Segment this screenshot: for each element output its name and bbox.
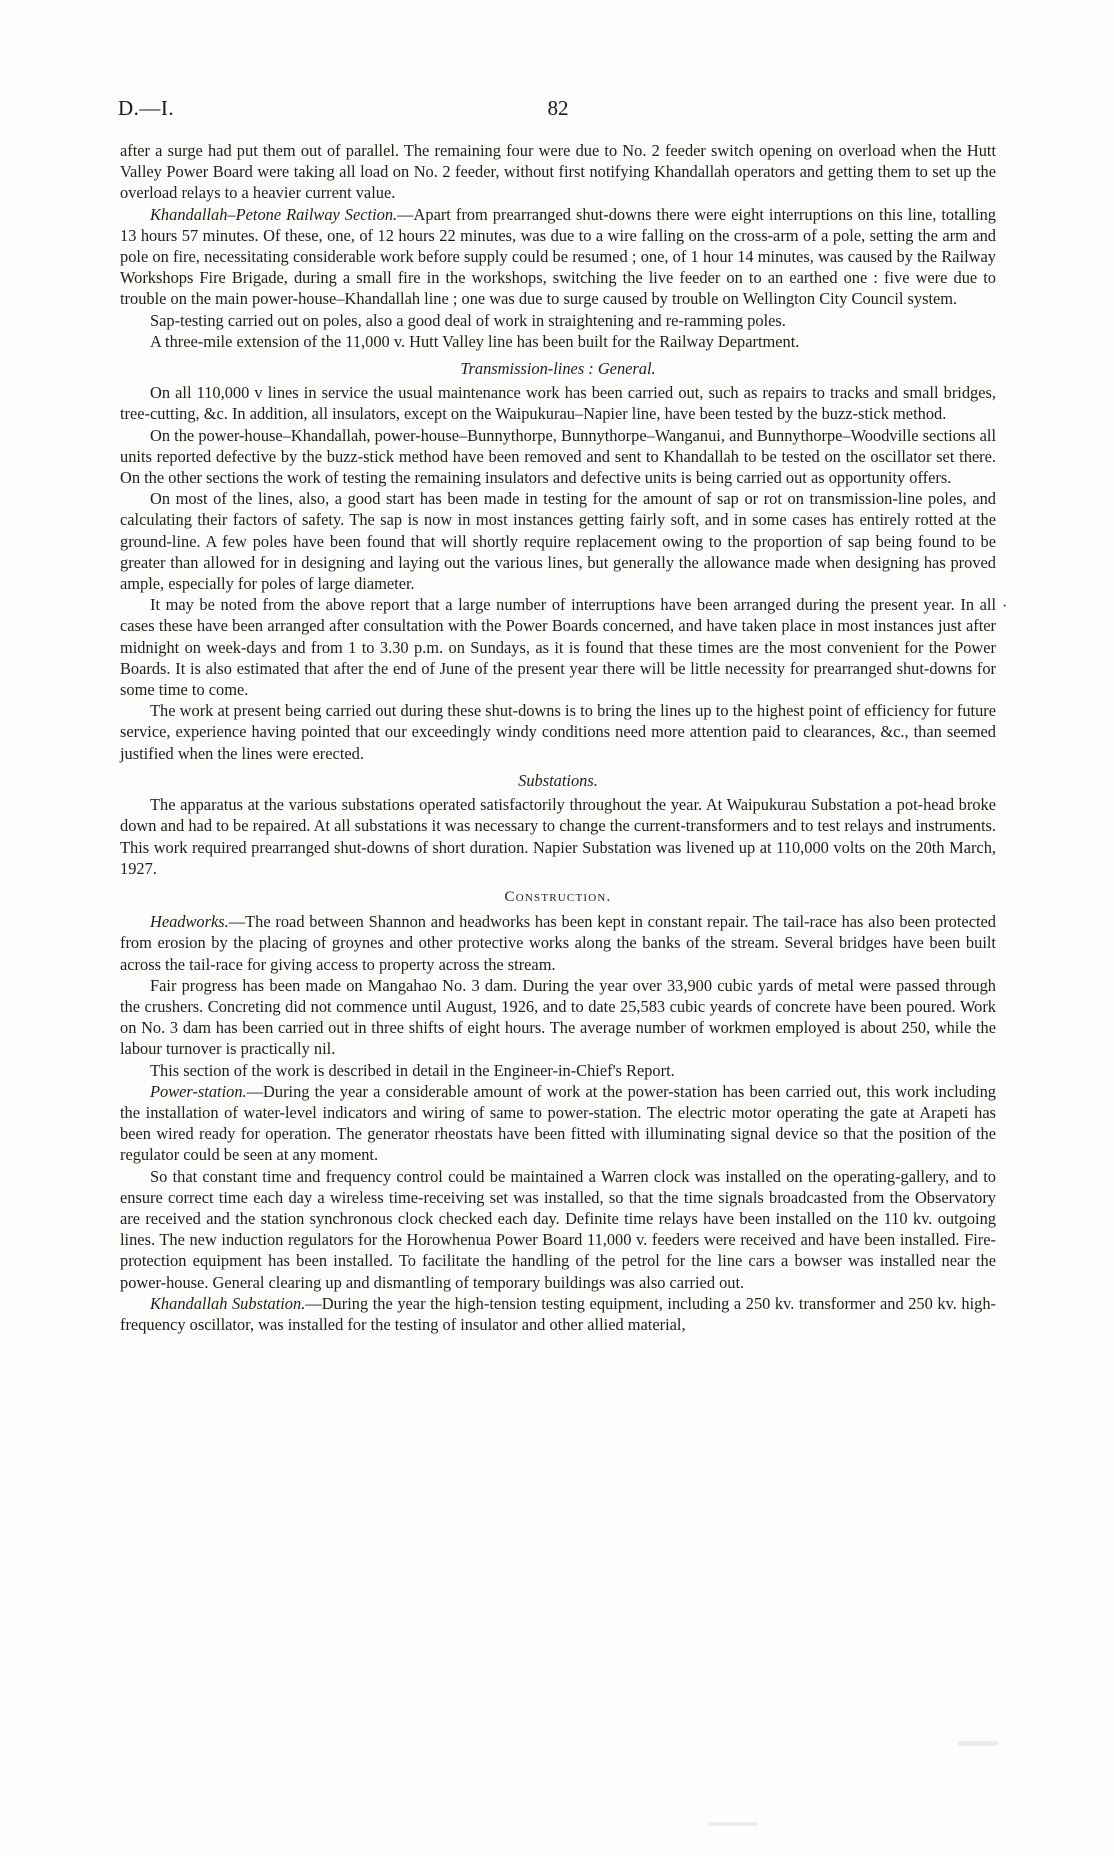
- paragraph-text: —During the year the high-tension testing equipment, including a 250 kv. transformer and 250 kv. high-frequency oscillator, was installed for the testing of insulator and other allied material,: [120, 1293, 996, 1334]
- run-in-heading: Khandallah Substation.: [150, 1293, 306, 1313]
- run-in-heading: Headworks.: [150, 912, 229, 932]
- margin-mark: ·: [1002, 598, 1008, 615]
- paragraph-text: Fair progress has been made on Mangahao No. 3 dam. During the year over 33,900 cubic yards of metal were passed through the crushers. Concreting did not commence until August, 1926, and to date 25,583 cubic yeards of concrete have been poured. Work on No. 3 dam has been carried out in three shifts of eight hours. The average number of workmen employed is about 250, while the labour turnover is practically nil.: [120, 975, 996, 1059]
- paragraph-text: A three-mile extension of the 11,000 v. Hutt Valley line has been built for the Railway Department.: [150, 331, 800, 351]
- heading-transmission-lines: Transmission-lines : General.: [460, 359, 656, 379]
- paragraph-text: Sap-testing carried out on poles, also a good deal of work in straightening and re-ramming poles.: [150, 310, 786, 330]
- paragraph-section-described: [120, 1060, 996, 1081]
- heading-construction: Construction.: [504, 888, 612, 905]
- paragraph-text: —Apart from prearranged shut-downs there were eight interruptions on this line, totalling 13 hours 57 minutes. Of these, one, of 12 hours 22 minutes, was due to a wire falling on the cross-arm of a pole, setting the arm and pole on fire, necessitating considerable work before supply could be resumed ; one, of 1 hour 14 minutes, was caused by the Railway Workshops Fire Brigade, during a small fire in the workshops, switching the live feeder on to an earthed one : five were due to trouble on the main power-house–Khandallah line ; one was due to surge caused by trouble on Wellington City Council system.: [120, 204, 996, 309]
- paragraph-surge: [120, 140, 996, 204]
- run-in-heading: Khandallah–Petone Railway Section.: [150, 204, 398, 224]
- page-smudge: [958, 1741, 998, 1746]
- paragraph-text: after a surge had put them out of parallel. The remaining four were due to No. 2 feeder switch opening on overload when the Hutt Valley Power Board were taking all load on No. 2 feeder, without first notifying Khandallah operators and getting them to set up the overload relays to a heavier current value.: [120, 141, 996, 203]
- page-header: [118, 96, 998, 126]
- paragraph-text: This section of the work is described in detail in the Engineer-in-Chief's Report.: [150, 1060, 675, 1080]
- paragraph-apparatus-substations: [120, 794, 996, 879]
- paragraph-power-house-sections: [120, 425, 996, 489]
- paragraph-text: So that constant time and frequency control could be maintained a Warren clock was installed on the operating-gallery, and to ensure correct time each day a wireless time-receiving set was installed, so that the time signals broadcasted from the Observatory are received and the station synchronous clock checked each day. Definite time relays have been installed on the 110 kv. outgoing lines. The new induction regulators for the Horowhenua Power Board 11,000 v. feeders were received and have been installed. Fire-protection equipment has been installed. To facilitate the handling of the petrol for the line cars a bowser was installed near the power-house. General clearing up and dismantling of temporary buildings was also carried out.: [120, 1166, 996, 1292]
- heading-substations: Substations.: [518, 770, 598, 790]
- body-text-column: [120, 140, 996, 1335]
- paragraph-sap-rot-testing: [120, 488, 996, 594]
- paragraph-sap-testing: [120, 310, 996, 331]
- paragraph-text: On all 110,000 v lines in service the usual maintenance work has been carried out, such as repairs to tracks and small bridges, tree-cutting, &c. In addition, all insulators, except on the Waipukurau–Napier line, have been tested by the buzz-stick method.: [120, 383, 996, 424]
- paragraph-power-station: [120, 1081, 996, 1166]
- running-head: D.—I.: [118, 96, 175, 120]
- paragraph-text: The apparatus at the various substations operated satisfactorily throughout the year. At Waipukurau Substation a pot-head broke down and had to be repaired. At all substations it was necessary to change the current-transformers and to test relays and instruments. This work required prearranged shut-downs of short duration. Napier Substation was livened up at 110,000 volts on the 20th March, 1927.: [120, 795, 996, 878]
- page-smudge: [708, 1822, 758, 1826]
- paragraph-mangahao-dam: [120, 975, 996, 1060]
- paragraph-text: It may be noted from the above report that a large number of interruptions have been arranged during the present year. In all cases these have been arranged after consultation with the Power Boards concerned, and have taken place in most instances just after midnight on week-days and from 1 to 3.30 p.m. on Sundays, as it is found that these times are the most convenient for the Power Boards. It is also estimated that after the end of June of the present year there will be little necessity for prearranged shut-downs for some time to come.: [120, 595, 996, 700]
- paragraph-three-mile-extension: [120, 331, 996, 352]
- paragraph-interruptions-arranged: [120, 594, 996, 700]
- paragraph-text: The work at present being carried out during these shut-downs is to bring the lines up to the highest point of efficiency for future service, experience having pointed that our exceedingly windy conditions need more attention paid to clearances, &c., than seemed justified when the lines were erected.: [120, 701, 996, 763]
- paragraph-text: On the power-house–Khandallah, power-house–Bunnythorpe, Bunnythorpe–Wanganui, and Bunnythorpe–Woodville sections all units reported defective by the buzz-stick method have been removed and sent to Khandallah to be tested on the oscillator set there. On the other sections the work of testing the remaining insulators and defective units is being carried out as opportunity offers.: [120, 425, 996, 488]
- paragraph-text: —The road between Shannon and headworks has been kept in constant repair. The tail-race has also been protected from erosion by the placing of groynes and other protective works along the banks of the stream. Several bridges have been built across the tail-race for giving access to property across the stream.: [120, 912, 996, 974]
- paragraph-warren-clock: [120, 1166, 996, 1293]
- paragraph-khandallah-substation: [120, 1293, 996, 1335]
- paragraph-text: —During the year a considerable amount of work at the power-station has been carried out, this work including the installation of water-level indicators and wiring of same to power-station. The electric motor operating the gate at Arapeti has been wired ready for operation. The generator rheostats have been fitted with illuminating signal device so that the position of the regulator could be seen at any moment.: [120, 1081, 996, 1165]
- paragraph-shutdown-work: [120, 700, 996, 764]
- paragraph-headworks: [120, 911, 996, 975]
- page-smudge: [300, 1020, 360, 1026]
- paragraph-khandallah-petone: [120, 204, 996, 310]
- run-in-heading: Power-station.: [150, 1081, 247, 1101]
- page-number: 82: [547, 96, 569, 120]
- paragraph-110000v-lines: [120, 382, 996, 424]
- paragraph-text: On most of the lines, also, a good start has been made in testing for the amount of sap or rot on transmission-line poles, and calculating their factors of safety. The sap is now in most instances getting fairly soft, and in some cases has entirely rotted at the ground-line. A few poles have been found that will shortly require replacement owing to the proportion of sap being found to be greater than allowed for in designing and laying out the various lines, but generally the allowance made when designing has proved ample, especially for poles of large diameter.: [120, 489, 996, 594]
